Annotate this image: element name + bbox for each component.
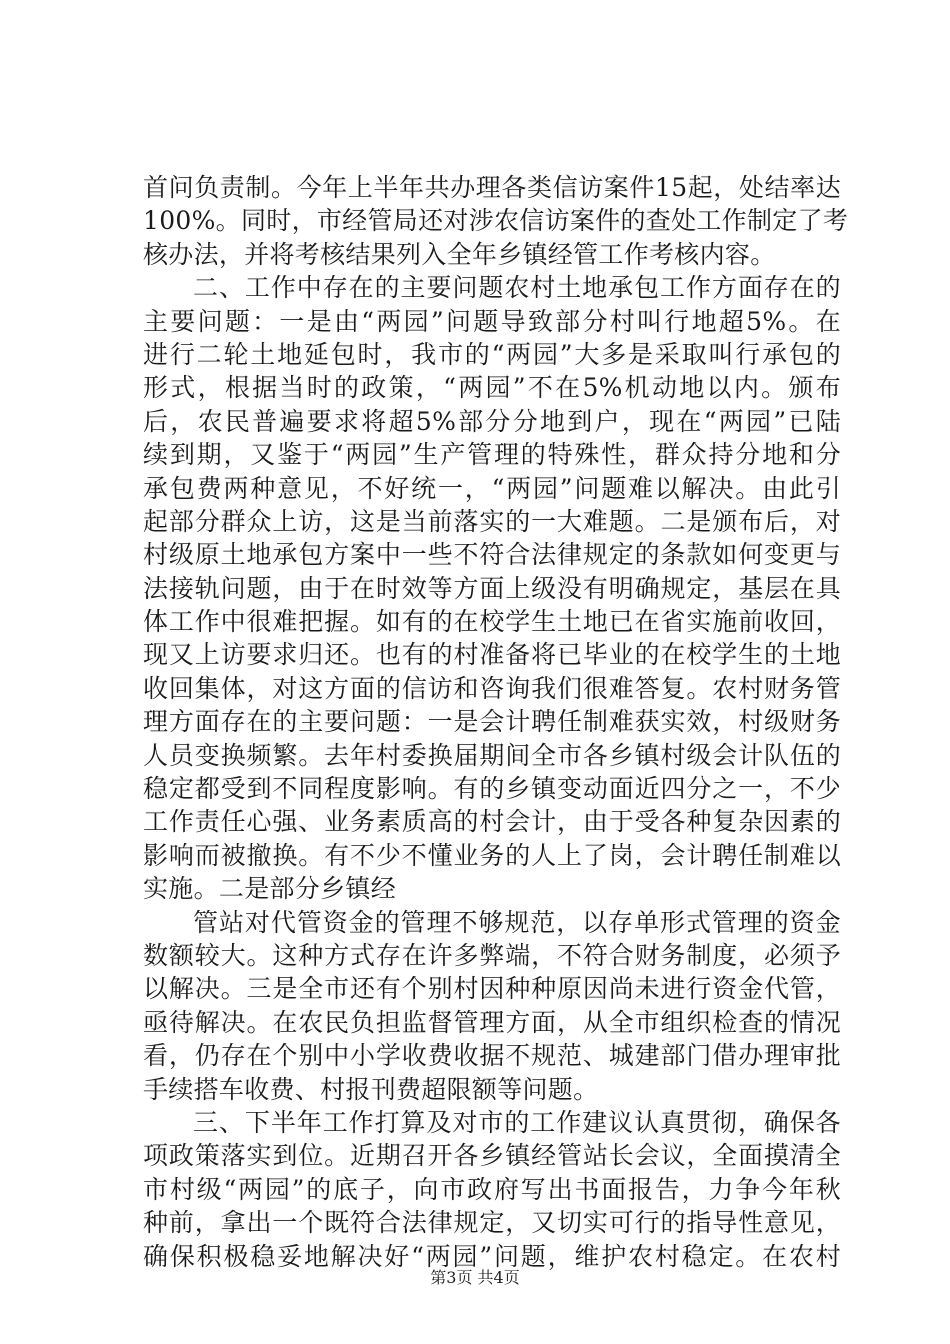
text-line: 以解决。三是全市还有个别村因种种原因尚未进行资金代管， — [143, 974, 841, 1004]
text-line: 市村级“两园”的底子，向市政府写出书面报告，力争今年秋 — [143, 1174, 841, 1204]
text-line: 后，农民普遍要求将超5%部分分地到户，现在“两园”已陆 — [143, 406, 841, 436]
text-line: 100%。同时，市经管局还对涉农信访案件的查处工作制定了考 — [143, 206, 849, 236]
text-line: 数额较大。这种方式存在许多弊端，不符合财务制度，必须予 — [143, 940, 841, 970]
text-line: 村级原土地承包方案中一些不符合法律规定的条款如何变更与 — [143, 540, 841, 570]
text-line: 法接轨问题，由于在时效等方面上级没有明确规定，基层在具 — [143, 573, 841, 603]
text-line: 收回集体，对这方面的信访和咨询我们很难答复。农村财务管 — [143, 673, 841, 703]
text-line: 看，仍存在个别中小学收费收据不规范、城建部门借办理审批 — [143, 1041, 841, 1071]
text-line: 主要问题：一是由“两园”问题导致部分村叫行地超5%。在 — [143, 306, 841, 336]
paragraph-start-line: 三、下半年工作打算及对市的工作建议认真贯彻，确保各 — [193, 1107, 841, 1137]
text-line: 形式，根据当时的政策，“两园”不在5%机动地以内。颁布 — [143, 373, 841, 403]
text-line: 核办法，并将考核结果列入全年乡镇经管工作考核内容。 — [143, 239, 776, 269]
text-line: 续到期，又鉴于“两园”生产管理的特殊性，群众持分地和分 — [143, 440, 841, 470]
text-line: 种前，拿出一个既符合法律规定，又切实可行的指导性意见， — [143, 1208, 841, 1238]
paragraph-start-line: 二、工作中存在的主要问题农村土地承包工作方面存在的 — [193, 273, 841, 303]
document-body — [143, 171, 849, 1273]
text-line: 现又上访要求归还。也有的村准备将已毕业的在校学生的土地 — [143, 640, 841, 670]
text-line: 人员变换频繁。去年村委换届期间全市各乡镇村级会计队伍的 — [143, 740, 841, 770]
text-line: 影响而被撤换。有不少不懂业务的人上了岗，会计聘任制难以 — [143, 840, 841, 870]
text-line: 首问负责制。今年上半年共办理各类信访案件15起，处结率达 — [143, 173, 841, 202]
text-line: 确保积极稳妥地解决好“两园”问题，维护农村稳定。在农村 — [143, 1241, 841, 1271]
page-number-footer: 第3页 共4页 — [430, 1268, 520, 1287]
text-line: 项政策落实到位。近期召开各乡镇经管站长会议，全面摸清全 — [143, 1141, 841, 1171]
text-line: 承包费两种意见，不好统一，“两园”问题难以解决。由此引 — [143, 473, 841, 503]
text-line: 亟待解决。在农民负担监督管理方面，从全市组织检查的情况 — [143, 1007, 841, 1037]
text-line: 体工作中很难把握。如有的在校学生土地已在省实施前收回， — [143, 607, 841, 637]
text-line: 工作责任心强、业务素质高的村会计，由于受各种复杂因素的 — [143, 807, 841, 837]
text-line: 稳定都受到不同程度影响。有的乡镇变动面近四分之一，不少 — [143, 774, 841, 804]
text-line: 实施。二是部分乡镇经 — [143, 874, 397, 904]
paragraph-start-line: 管站对代管资金的管理不够规范，以存单形式管理的资金 — [193, 907, 841, 937]
text-line: 起部分群众上访，这是当前落实的一大难题。二是颁布后，对 — [143, 506, 841, 536]
text-line: 进行二轮土地延包时，我市的“两园”大多是采取叫行承包的 — [143, 339, 841, 369]
text-line: 手续搭车收费、村报刊费超限额等问题。 — [143, 1074, 599, 1104]
text-line: 理方面存在的主要问题：一是会计聘任制难获实效，村级财务 — [143, 707, 841, 737]
